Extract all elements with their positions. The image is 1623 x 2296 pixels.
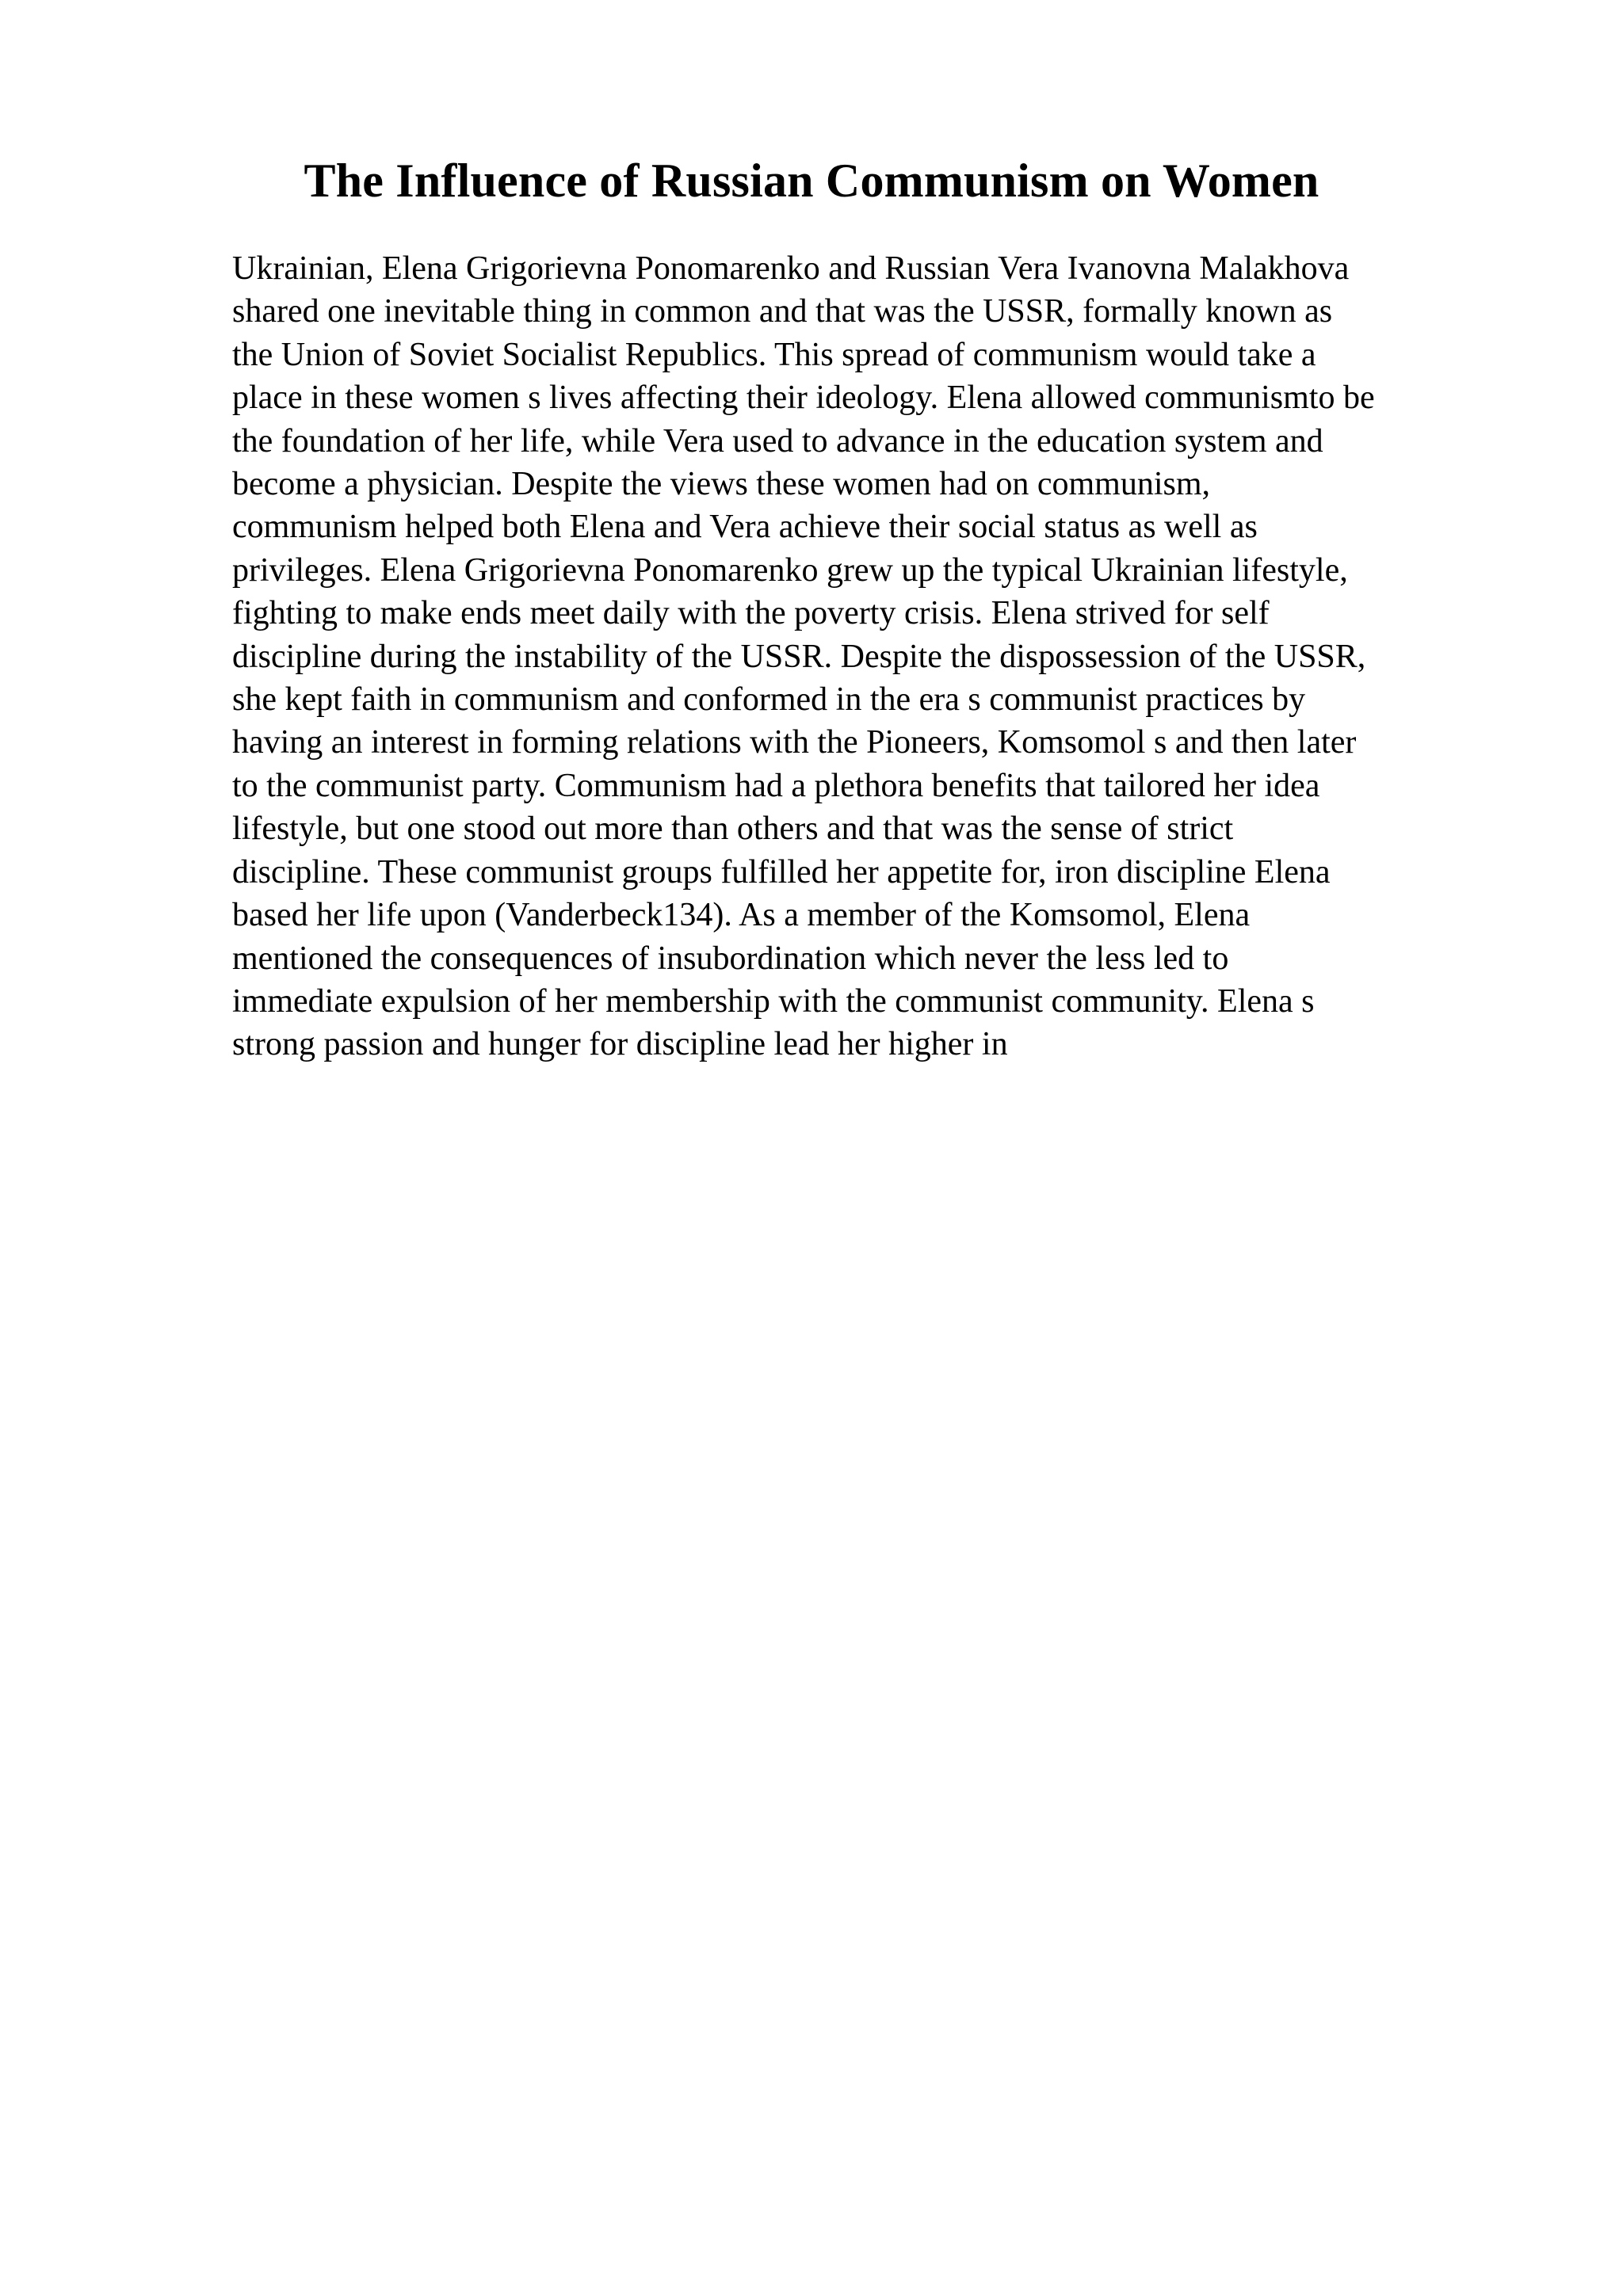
body-line: fighting to make ends meet daily with the poverty crisis. Elena strived for self	[232, 595, 1270, 632]
body-line: shared one inevitable thing in common and that was the USSR, formally known as	[232, 293, 1333, 330]
body-line: having an interest in forming relations with the Pioneers, Komsomol s and then later	[232, 724, 1357, 761]
body-line: privileges. Elena Grigorievna Ponomarenko grew up the typical Ukrainian lifestyle,	[232, 551, 1348, 589]
document-body	[232, 247, 1595, 1066]
body-line: the foundation of her life, while Vera used to advance in the education system and	[232, 422, 1323, 460]
body-line: mentioned the consequences of insubordination which never the less led to	[232, 940, 1229, 977]
body-line: based her life upon (Vanderbeck134). As a member of the Komsomol, Elena	[232, 897, 1251, 934]
body-line: discipline during the instability of the USSR. Despite the dispossession of the USSR,	[232, 638, 1366, 675]
body-line: discipline. These communist groups fulfilled her appetite for, iron discipline Elena	[232, 853, 1331, 891]
body-line: to the communist party. Communism had a plethora benefits that tailored her idea	[232, 767, 1320, 804]
body-line: the Union of Soviet Socialist Republics. This spread of communism would take a	[232, 336, 1316, 373]
body-line: immediate expulsion of her membership with the communist community. Elena s	[232, 982, 1315, 1020]
body-line: lifestyle, but one stood out more than others and that was the sense of strict	[232, 810, 1234, 848]
body-line: she kept faith in communism and conformed in the era s communist practices by	[232, 681, 1306, 719]
body-line: Ukrainian, Elena Grigorievna Ponomarenko and Russian Vera Ivanovna Malakhova	[232, 250, 1350, 287]
body-line: strong passion and hunger for discipline lead her higher in	[232, 1026, 1008, 1063]
body-line: communism helped both Elena and Vera achieve their social status as well as	[232, 509, 1258, 546]
document-title: The Influence of Russian Communism on Women	[304, 154, 1319, 207]
body-line: become a physician. Despite the views these women had on communism,	[232, 466, 1211, 503]
body-line: place in these women s lives affecting their ideology. Elena allowed communismto be	[232, 379, 1375, 417]
